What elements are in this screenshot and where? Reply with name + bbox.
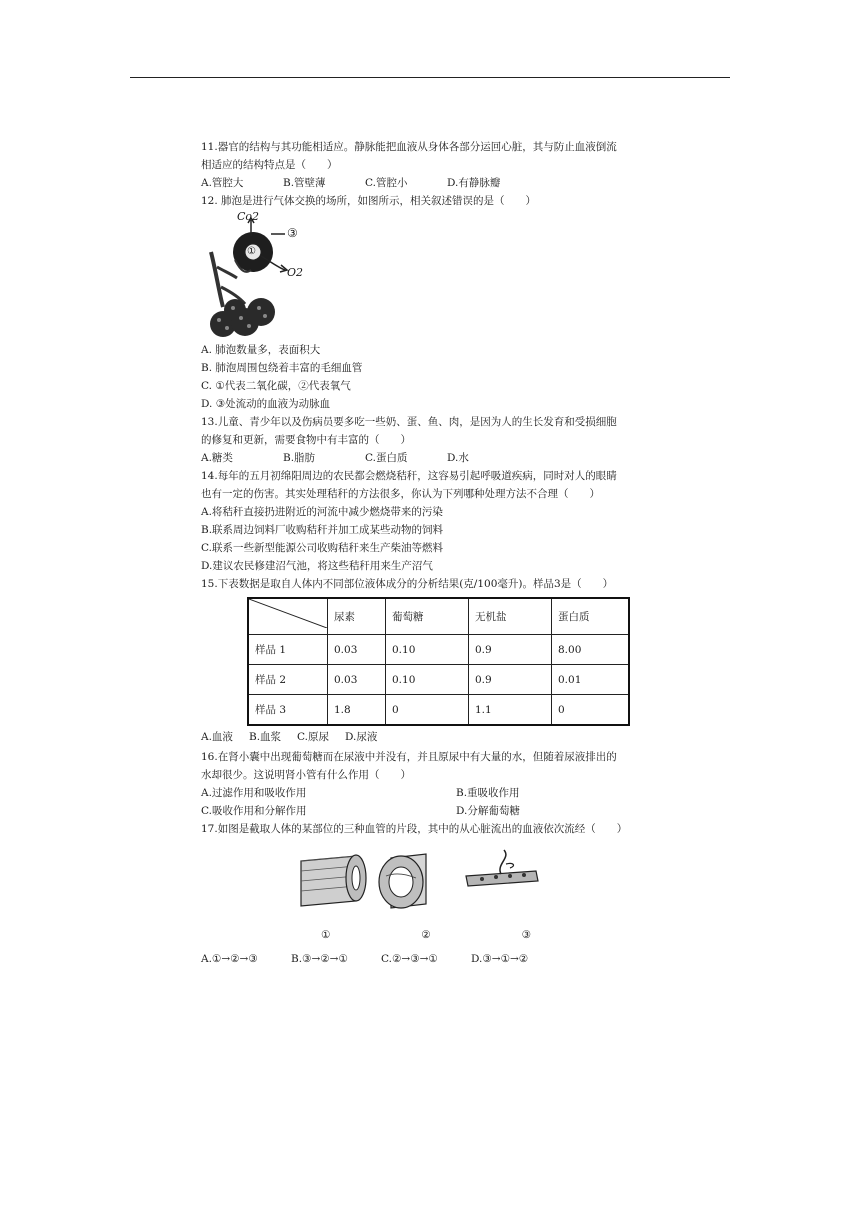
co2-label: Co2 [237,210,260,223]
q16-stem-line1: 16.在肾小囊中出现葡萄糖而在尿液中并没有，并且原尿中有大量的水，但随着尿液排出的 [201,751,617,763]
table-cell: 0.03 [328,665,386,695]
vessel-illustration [296,846,556,926]
table-cell: 0.9 [469,665,552,695]
q14-option-d: D.建议农民修建沼气池，将这些秸秆用来生产沼气 [201,560,433,572]
table-cell: 0 [552,695,630,726]
table-cell: 1.1 [469,695,552,726]
q11-options [201,174,681,192]
q16-option-d: D.分解葡萄糖 [456,805,520,817]
q16-option-a: A.过滤作用和吸收作用 [201,787,307,799]
table-cell: 8.00 [552,635,630,665]
q15-option-c: C.原尿 [297,731,329,743]
marker-3: ③ [287,226,298,240]
q12-stem: 12. 肺泡是进行气体交换的场所，如图所示，相关叙述错误的是（ ） [201,195,537,207]
q12-option-d: D. ③处流动的血液为动脉血 [201,398,331,410]
vessel-label-1: ① [321,929,331,941]
q14-stem-line2: 也有一定的伤害。其实处理秸秆的方法很多，你认为下列哪种处理方法不合理（ ） [201,488,600,500]
q15-option-d: D.尿液 [345,731,378,743]
q16-option-b: B.重吸收作用 [456,787,520,799]
alveolus-figure [201,212,321,337]
table-row [248,635,629,665]
q15-option-b: B.血浆 [249,731,282,743]
q15-option-a: A.血液 [201,731,233,743]
q12-option-a: A. 肺泡数量多，表面积大 [201,344,321,356]
vessel-1-shape [301,855,366,906]
vessel-labels [321,926,531,944]
q17-option-a: A.①→②→③ [201,953,258,965]
q13-stem-line2: 的修复和更新，需要食物中有丰富的（ ） [201,434,411,446]
table-cell: 0.03 [328,635,386,665]
q15-options [201,728,681,746]
q16-option-c: C.吸收作用和分解作用 [201,805,307,817]
q17-option-d: D.③→①→② [471,953,529,965]
q14-option-a: A.将秸秆直接扔进附近的河流中减少燃烧带来的污染 [201,506,443,518]
q14-stem-line1: 14.每年的五月初绵阳周边的农民都会燃烧秸秆，这容易引起呼吸道疾病，同时对人的眼睛 [201,470,617,482]
table-cell: 样品 3 [248,695,328,726]
table-cell: 0.9 [469,635,552,665]
q16-stem-line2: 水却很少。这说明肾小管有什么作用（ ） [201,769,411,781]
q12-option-c: C. ①代表二氧化碳，②代表氧气 [201,380,351,392]
q11-stem-line2: 相适应的结构特点是（ ） [201,159,338,171]
q16-options [201,784,681,820]
q15-stem: 15.下表数据是取自人体内不同部位液体成分的分析结果(克/100毫升)。样品3是（ ） [201,578,614,590]
table-row [248,665,629,695]
q11-stem-line1: 11.器官的结构与其功能相适应。静脉能把血液从身体各部分运回心脏，其与防止血液倒流 [201,141,617,153]
exam-page [201,138,681,968]
q11-option-a: A.管腔大 [201,177,244,189]
blood-vessel-figure [296,846,556,926]
q14-option-c: C.联系一些新型能源公司收购秸秆来生产柴油等燃料 [201,542,443,554]
fluid-analysis-table [247,597,630,726]
table-cell: 0.10 [386,635,469,665]
q13-option-c: C.蛋白质 [365,452,408,464]
marker-1: ① [247,246,256,257]
table-header: 尿素 [328,598,386,635]
o2-label: O2 [287,266,304,279]
vessel-2-shape [379,854,426,908]
q11-option-d: D.有静脉瓣 [447,177,501,189]
table-header: 无机盐 [469,598,552,635]
q17-stem: 17.如图是截取人体的某部位的三种血管的片段，其中的从心脏流出的血液依次流经（ ） [201,823,628,835]
table-cell: 0.10 [386,665,469,695]
header-rule [130,77,730,78]
table-cell: 0.01 [552,665,630,695]
vessel-label-3: ③ [521,929,531,941]
q13-options [201,449,681,467]
table-cell: 1.8 [328,695,386,726]
q17-options [201,950,681,968]
table-cell: 0 [386,695,469,726]
q13-stem-line1: 13.儿童、青少年以及伤病员要多吃一些奶、蛋、鱼、肉，是因为人的生长发育和受损细胞 [201,416,617,428]
table-cell: 样品 1 [248,635,328,665]
q14-option-b: B.联系周边饲料厂收购秸秆并加工成某些动物的饲料 [201,524,444,536]
table-row [248,695,629,726]
table-header: 蛋白质 [552,598,630,635]
vessel-3-shape [466,850,538,886]
table-header-row [248,598,629,635]
q13-option-b: B.脂肪 [283,452,316,464]
q12-option-b: B. 肺泡周围包绕着丰富的毛细血管 [201,362,363,374]
q11-option-c: C.管腔小 [365,177,408,189]
vessel-label-2: ② [421,929,431,941]
table-corner-cell [248,598,328,635]
q17-option-c: C.②→③→① [381,953,438,965]
table-header: 葡萄糖 [386,598,469,635]
q17-option-b: B.③→②→① [291,953,348,965]
q13-option-d: D.水 [447,452,469,464]
q13-option-a: A.糖类 [201,452,233,464]
table-cell: 样品 2 [248,665,328,695]
diagonal-line [249,599,327,628]
q11-option-b: B.管壁薄 [283,177,326,189]
